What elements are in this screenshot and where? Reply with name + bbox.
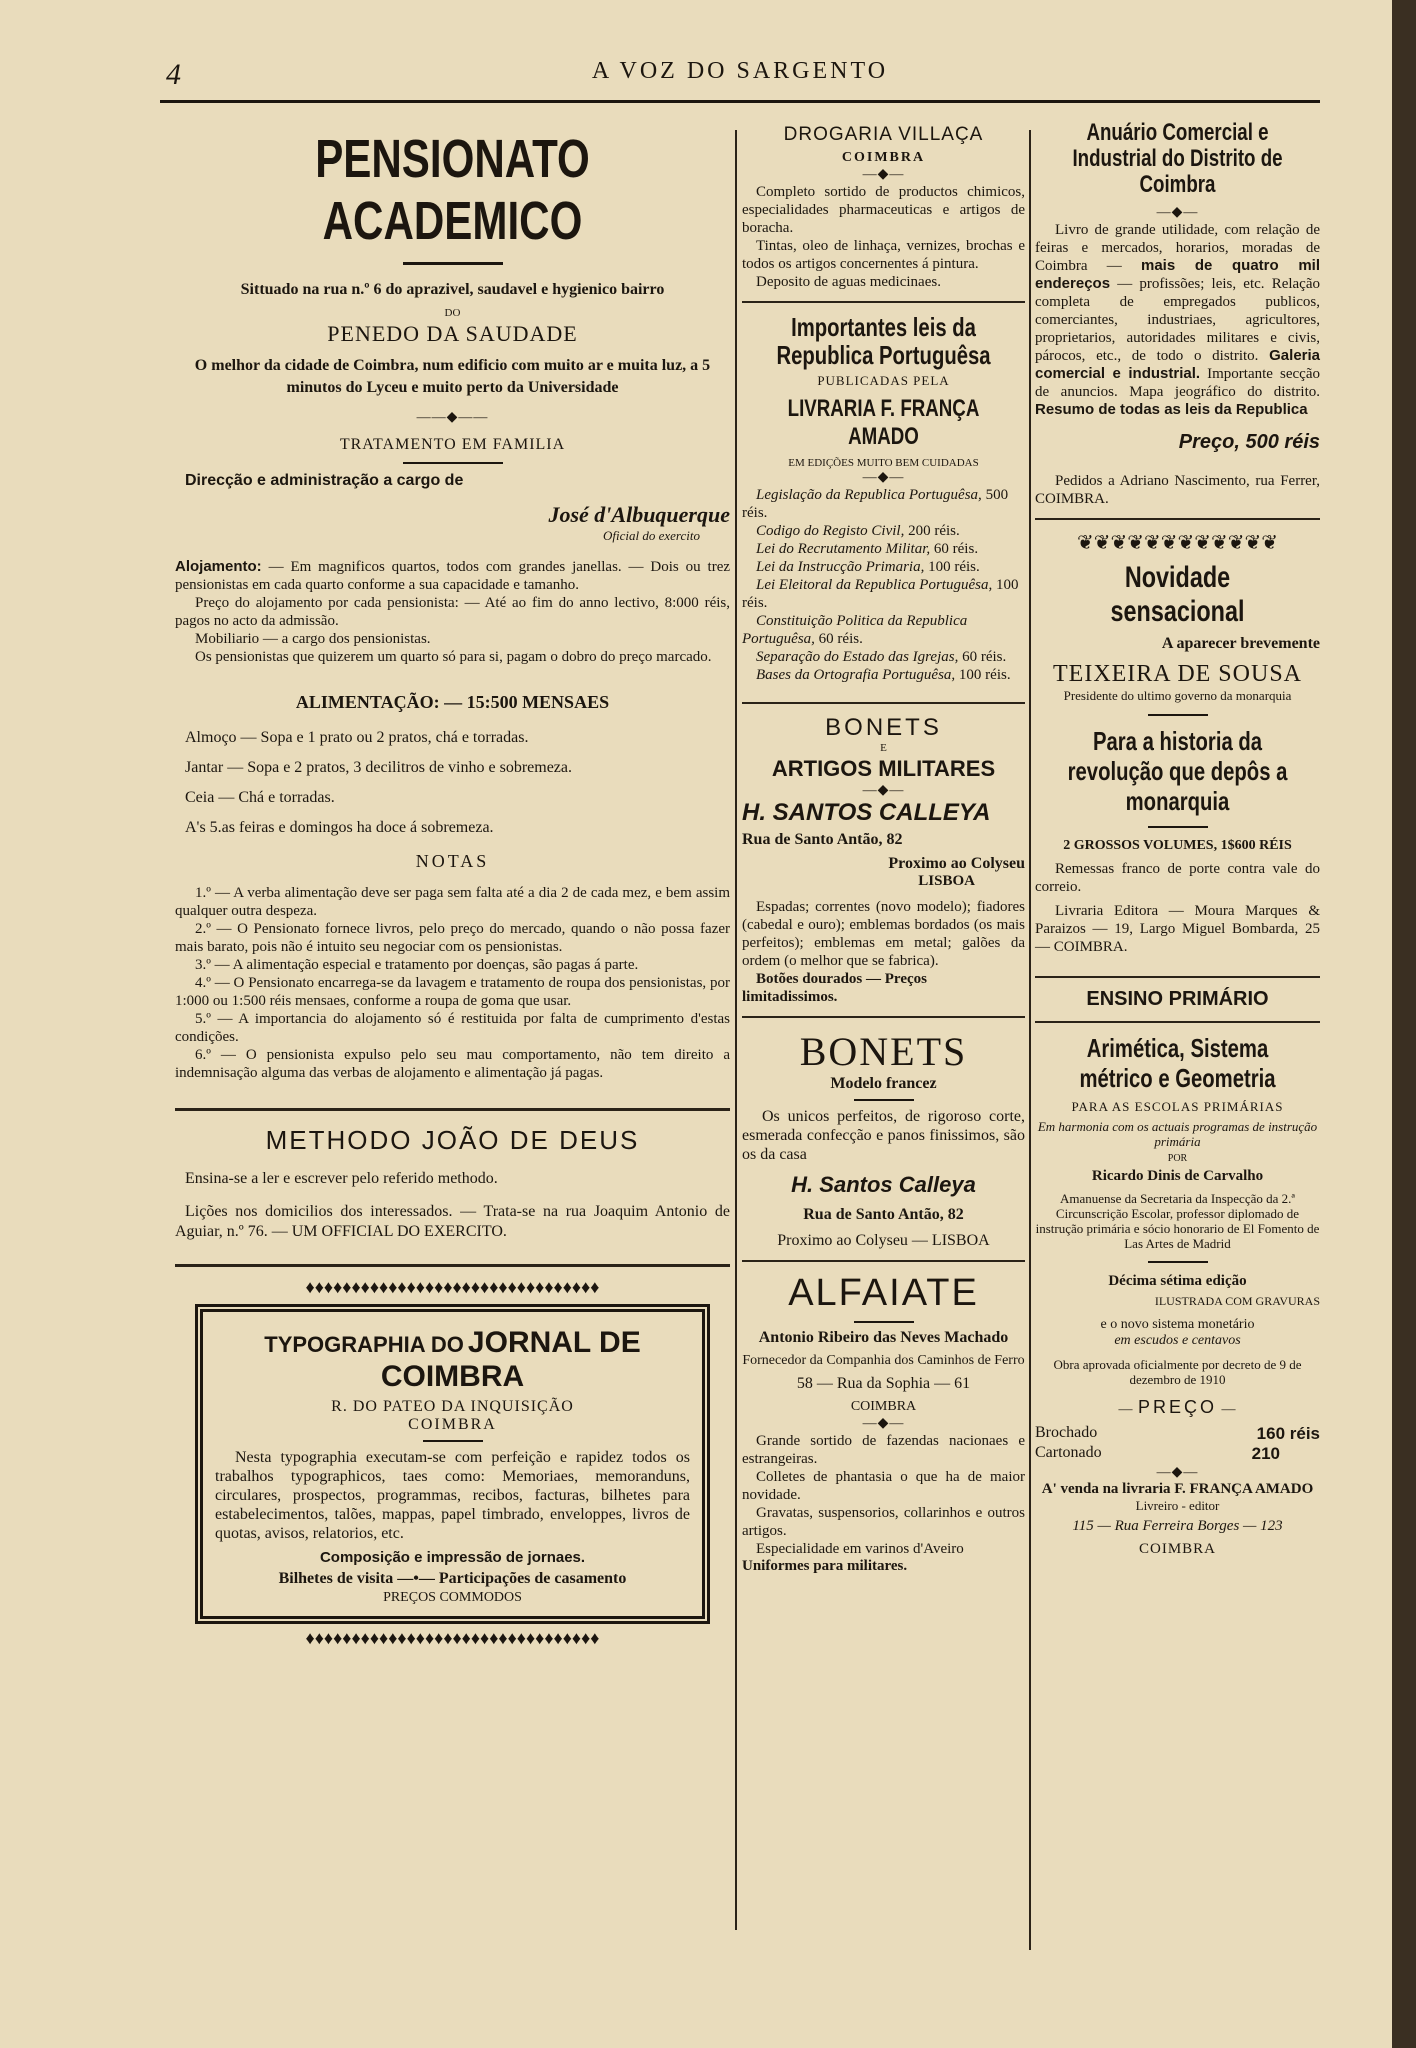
jantar-text: Jantar — Sopa e 2 pratos, 3 decilitros de vinho e sobremeza. (185, 759, 572, 776)
bonets-e: E (880, 742, 887, 754)
column-right (1035, 120, 1320, 1558)
lei-price: 100 réis. (958, 667, 1011, 683)
ornament: — PREÇO — (1118, 1397, 1237, 1417)
lei-title: Lei do Recrutamento Militar, (756, 541, 931, 557)
bilhetes-a: Bilhetes de visita (278, 1570, 394, 1587)
ornament-border: ♦♦♦♦♦♦♦♦♦♦♦♦♦♦♦♦♦♦♦♦♦♦♦♦♦♦♦♦♦♦♦♦ (305, 1277, 600, 1297)
bonets2-modelo: Modelo francez (830, 1075, 937, 1092)
divider (854, 1321, 914, 1323)
page-header (160, 58, 1320, 98)
lei-price: 500 réis. (742, 487, 1009, 521)
pensionato-do: DO (444, 307, 461, 319)
anuario-text-c: — profissões; leis, etc. Relação completa de empregados publicos, comerciantes, industriaes, agricultores, proprietarios, autoridades militares e civis, párocos, etc., de todo o distrito. (1035, 276, 1320, 364)
ensino-cargo: Amanuense da Secretaria da Inspecção da 2.ª Circunscrição Escolar, professor diplomado de instrução primária e sócio honorario de El Fomento de Las Artes de Madrid (1035, 1191, 1320, 1251)
methodo-ad (175, 1125, 730, 1242)
lei-item (742, 612, 1025, 648)
anuario-ad (1035, 120, 1320, 221)
divider (1035, 518, 1320, 520)
ensino-ilustrada: ILUSTRADA COM GRAVURAS (1154, 1294, 1320, 1308)
pensionato-tratamento: TRATAMENTO EM FAMILIA (339, 436, 566, 453)
bonets-botoes: Botões dourados — Preços limitadissimos. (742, 971, 927, 1005)
ensino-ad (1035, 988, 1320, 1418)
ensino-sistema-b: em escudos e centavos (1114, 1333, 1241, 1348)
bonets-address: Rua de Santo Antão, 82 (742, 831, 903, 848)
pensionato-place: PENEDO DA SAUDADE (327, 321, 578, 346)
methodo-line2: Lições nos domicilios dos interessados. — Trata-se na rua Joaquim Antonio de Aguiar, n.º 76. — UM OFFICIAL DO EXERCITO. (175, 1203, 730, 1240)
column-left (175, 120, 730, 1649)
lei-item (742, 522, 1025, 540)
typographia-composicao: Composição e impressão de jornaes. (319, 1549, 586, 1566)
ornament: —◆— (862, 470, 905, 485)
price-row-cartonado (1035, 1444, 1320, 1464)
divider (175, 1108, 730, 1111)
divider (403, 262, 503, 265)
notas-list (175, 884, 730, 1082)
ornament: —◆— (862, 1416, 905, 1431)
ensino-title: ENSINO PRIMÁRIO (1086, 988, 1269, 1010)
cartonado-price: 210 (1251, 1444, 1280, 1463)
nota-item: 1.º — A verba alimentação deve ser paga sem falta até a dia 2 de cada mez, e bem assim qualquer outra despeza. (175, 885, 730, 919)
divider (742, 301, 1025, 303)
divider (175, 1264, 730, 1267)
typographia-title-a: TYPOGRAPHIA DO (264, 1332, 464, 1357)
pensionato-title: PENSIONATO ACADEMICO (315, 129, 590, 251)
leis-livraria: LIVRARIA F. FRANÇA AMADO (787, 395, 980, 450)
novidade-author: TEIXEIRA DE SOUSA (1053, 661, 1302, 687)
bonets2-address: Rua de Santo Antão, 82 (803, 1206, 964, 1223)
lei-title: Bases da Ortografia Portuguêsa, (756, 667, 956, 683)
ornament: ——◆—— (416, 410, 489, 425)
brochado-label: Brochado (1035, 1424, 1098, 1441)
lei-price: 60 réis. (818, 631, 863, 647)
ensino-venda-text: A' venda na livraria F. FRANÇA AMADO (1041, 1481, 1314, 1497)
divider (854, 1099, 914, 1101)
ensino-venda (1035, 1481, 1320, 1558)
alojamento-text: — Em magnificos quartos, todos com grandes janellas. — Dois ou trez pensionistas em cada quarto conforme a sua capacidade e tamanho. (175, 559, 731, 593)
anuario-pedidos: Pedidos a Adriano Nascimento, rua Ferrer, COIMBRA. (1035, 473, 1320, 507)
feiras-text: A's 5.as feiras e domingos ha doce á sobremeza. (185, 819, 494, 836)
divider (1148, 714, 1208, 716)
alojamento-para (175, 558, 730, 594)
leis-edicoes: EM EDIÇÕES MUITO BEM CUIDADAS (788, 457, 979, 469)
lei-title: Legislação da Republica Portuguêsa, (756, 487, 982, 503)
preco-text: Preço do alojamento por cada pensionista: — Até ao fim do anno lectivo, 8:000 réis, pagos no acto da admissão. (175, 595, 730, 629)
ornament-border: ❦❦❦❦❦❦❦❦❦❦❦❦ (1076, 532, 1279, 554)
typographia-text: Nesta typographia executam-se com perfeição e rapidez todos os trabalhos typographicos, taes como: Memoriaes, memoranduns, circulares, prospectos, programmas, recibos, facturas, bilhetes para estabelecimentos, talões, mappas, papel timbrado, enveloppes, livros de quotas, avisos, relatorios, etc. (215, 1449, 690, 1542)
ensino-book: Arimética, Sistema métrico e Geometria (1079, 1033, 1276, 1093)
divider (742, 702, 1025, 704)
anuario-text-d: Galeria comercial e industrial. (1035, 347, 1321, 382)
drogaria-p1: Completo sortido de productos chimicos, especialidades pharmaceuticas e artigos de boracha. (742, 184, 1025, 236)
alfaiate-title: ALFAIATE (788, 1272, 979, 1314)
masthead: A VOZ DO SARGENTO (591, 58, 889, 84)
nota-item: 4.º — O Pensionato encarrega-se da lavagem e tratamento de roupa dos pensionistas, por 1:000 ou 1:500 réis mensaes, conforme a roupa de goma que usar. (175, 975, 730, 1009)
nota-item: 2.º — O Pensionato fornece livros, pelo preço do mercado, quando o não possa fazer mais barato, pois não é intuito seu negociar com os pensionistas. (175, 921, 730, 955)
bonets2-title: BONETS (799, 1029, 968, 1074)
typographia-precos: PREÇOS COMMODOS (383, 1590, 522, 1605)
methodo-title: METHODO JOÃO DE DEUS (265, 1125, 640, 1155)
pensionato-signature-title: Oficial do exercito (603, 528, 700, 543)
brochado-price: 160 réis (1256, 1424, 1320, 1443)
anuario-title: Anuário Comercial e Industrial do Distrito de Coimbra (1072, 119, 1283, 198)
novidade-role: Presidente do ultimo governo da monarquia (1063, 688, 1292, 703)
leis-list (742, 486, 1025, 684)
alfaiate-p1: Grande sortido de fazendas nacionaes e estrangeiras. (742, 1433, 1025, 1467)
page-number: 4 (166, 58, 181, 91)
ensino-livreiro: Livreiro - editor (1135, 1498, 1220, 1513)
bilhetes-b: Participações de casamento (438, 1570, 627, 1587)
bonets-name: H. SANTOS CALLEYA (742, 799, 991, 826)
bonets-city: LISBOA (918, 873, 975, 889)
alimentacao-title: ALIMENTAÇÃO: — 15:500 MENSAES (295, 692, 610, 712)
ensino-por: POR (1167, 1153, 1188, 1164)
novidade-ad (1035, 561, 1320, 854)
pensionato-signature: José d'Albuquerque (548, 502, 730, 527)
divider (423, 1440, 483, 1442)
ensino-harmonia: Em harmonia com os actuais programas de instrução primária (1037, 1119, 1318, 1149)
ornament: —◆— (1156, 205, 1199, 220)
novidade-volumes: 2 GROSSOS VOLUMES, 1$600 RÉIS (1063, 838, 1292, 853)
cartonado-label: Cartonado (1035, 1444, 1102, 1461)
typographia-title (215, 1326, 690, 1394)
drogaria-city: COIMBRA (841, 150, 926, 165)
page-edge (1392, 0, 1416, 2048)
alfaiate-p3: Gravatas, suspensorios, collarinhos e outros artigos. (742, 1505, 1025, 1539)
typographia-box (195, 1304, 710, 1624)
leis-publicadas: PUBLICADAS PELA (817, 373, 950, 388)
lei-item (742, 576, 1025, 612)
nota-item: 5.º — A importancia do alojamento só é restituida por falta de cumprimento d'estas condições. (175, 1011, 730, 1045)
header-rule (160, 100, 1320, 103)
typographia-address: R. DO PATEO DA INQUISIÇÃO (331, 1398, 574, 1415)
alfaiate-city: COIMBRA (850, 1399, 917, 1414)
drogaria-title: DROGARIA VILLAÇA (783, 124, 984, 145)
bonets-subtitle: ARTIGOS MILITARES (771, 756, 996, 781)
nota-item: 3.º — A alimentação especial e tratamento por doenças, são pagas á parte. (195, 957, 639, 973)
column-divider-1 (735, 130, 737, 1930)
ornament: —◆— (1156, 1465, 1199, 1480)
divider (1148, 1261, 1208, 1263)
leis-title: Importantes leis da Republica Portuguêsa (776, 312, 991, 370)
drogaria-ad (742, 124, 1025, 183)
typographia-bilhetes: Bilhetes de visita —•— Participações de casamento (278, 1570, 627, 1587)
anuario-text-b: mais de quatro mil endereços (1035, 257, 1320, 292)
ornament-border: ♦♦♦♦♦♦♦♦♦♦♦♦♦♦♦♦♦♦♦♦♦♦♦♦♦♦♦♦♦♦♦♦ (305, 1628, 600, 1648)
ensino-sistema-a: e o novo sistema monetário (1100, 1317, 1255, 1332)
lei-item (742, 540, 1025, 558)
column-divider-2 (1029, 130, 1031, 1950)
bonets2-name: H. Santos Calleya (791, 1172, 976, 1197)
mobiliario-text: Mobiliario — a cargo dos pensionistas. (195, 631, 431, 647)
alojamento-label: Alojamento: (175, 558, 262, 575)
methodo-line1: Ensina-se a ler e escrever pelo referido methodo. (185, 1170, 498, 1187)
divider (742, 1016, 1025, 1018)
anuario-preco: Preço, 500 réis (1178, 431, 1320, 453)
lei-item (742, 486, 1025, 522)
notas-title: NOTAS (415, 851, 490, 871)
pensionato-desc: O melhor da cidade de Coimbra, num edificio com muito ar e muita luz, a 5 minutos do Lyceu e muito perto da Universidade (194, 357, 711, 396)
ornament: —◆— (862, 783, 905, 798)
novidade-book: Para a historia da revolução que depôs a monarquia (1067, 726, 1288, 816)
lei-price: 100 réis. (742, 577, 1019, 611)
alfaiate-fornecedor: Fornecedor da Companhia dos Caminhos de Ferro (742, 1353, 1025, 1368)
anuario-text-f: Resumo de todas as leis da Republica (1035, 401, 1308, 418)
bonets-proximo: Proximo ao Colyseu (888, 855, 1025, 872)
divider (1148, 826, 1208, 828)
quarto-so-text: Os pensionistas que quizerem um quarto só para si, pagam o dobro do preço marcado. (195, 649, 712, 665)
alfaiate-name: Antonio Ribeiro das Neves Machado (758, 1329, 1009, 1346)
lei-title: Lei da Instrucção Primaria, (756, 559, 925, 575)
lei-title: Constituição Politica da Republica Portuguêsa, (742, 613, 968, 647)
ornament: —◆— (862, 167, 905, 182)
ensino-city: COIMBRA (1138, 1541, 1216, 1557)
bonets2-proximo: Proximo ao Colyseu — LISBOA (777, 1232, 990, 1249)
ensino-edicao: Décima sétima edição (1108, 1273, 1247, 1289)
novidade-aparecer: A aparecer brevemente (1161, 635, 1320, 652)
pensionato-location: Sittuado na rua n.º 6 do aprazivel, saudavel e hygienico bairro (240, 281, 665, 298)
lei-price: 60 réis. (962, 649, 1007, 665)
novidade-livraria: Livraria Editora — Moura Marques & Paraizos — 19, Largo Miguel Bombarda, 25 — COIMBRA. (1035, 903, 1320, 955)
alfaiate-address: 58 — Rua da Sophia — 61 (796, 1375, 971, 1392)
leis-ad (742, 313, 1025, 486)
nota-item: 6.º — O pensionista expulso pelo seu mau comportamento, não tem direito a indemnisação alguma das verbas de alojamento e alimentação já pagas. (175, 1047, 730, 1081)
lei-title: Separação do Estado das Igrejas, (756, 649, 959, 665)
drogaria-p3: Deposito de aguas medicinaes. (756, 274, 941, 290)
lei-title: Lei Eleitoral da Republica Portuguêsa, (756, 577, 993, 593)
column-middle (742, 120, 1025, 1575)
ensino-aprovada: Obra aprovada oficialmente por decreto de 9 de dezembro de 1910 (1053, 1357, 1302, 1387)
lei-title: Codigo do Registo Civil, (756, 523, 905, 539)
anuario-text (1035, 221, 1320, 419)
bonets-ad (742, 714, 1025, 890)
lei-item (742, 666, 1025, 684)
almoco-text: Almoço — Sopa e 1 prato ou 2 pratos, chá e torradas. (185, 729, 529, 746)
ensino-para: PARA AS ESCOLAS PRIMÁRIAS (1071, 1099, 1284, 1114)
lei-price: 200 réis. (908, 523, 960, 539)
ensino-address: 115 — Rua Ferreira Borges — 123 (1072, 1518, 1283, 1534)
novidade-title: Novidade sensacional (1110, 561, 1245, 628)
novidade-remessas: Remessas franco de porte contra vale do correio. (1035, 861, 1320, 895)
lei-item (742, 648, 1025, 666)
alfaiate-p2: Colletes de phantasia o que ha de maior novidade. (742, 1469, 1025, 1503)
divider (1035, 1021, 1320, 1023)
lei-price: 100 réis. (928, 559, 980, 575)
price-row-brochado (1035, 1424, 1320, 1444)
alfaiate-p4: Especialidade em varinos d'Aveiro (756, 1541, 964, 1557)
typographia-city: COIMBRA (408, 1416, 497, 1433)
alfaiate-ad (742, 1272, 1025, 1432)
lei-price: 60 réis. (933, 541, 979, 557)
anuario-text-a: Livro de grande utilidade, com relação de feiras e mercados, horarios, moradas de Coimbra — (1035, 222, 1320, 274)
bonets-title: BONETS (825, 714, 942, 741)
drogaria-p2: Tintas, oleo de linhaça, vernizes, brochas e todos os artigos concernentes á pintura. (742, 238, 1025, 272)
bonets2-text: Os unicos perfeitos, de rigoroso corte, esmerada confecção e panos finissimos, são os da casa (742, 1108, 1025, 1163)
divider (1035, 976, 1320, 978)
anuario-text-e: Importante secção de anuncios. Mapa jeográfico do distrito. (1035, 366, 1320, 400)
divider (403, 462, 503, 464)
pensionato-ad (175, 128, 730, 464)
ensino-preco-title: PREÇO (1137, 1397, 1217, 1417)
bonets-text: Espadas; correntes (novo modelo); fiadores (cabedal e ouro); emblemas bordados (os mais perfeitos); emblemas em metal; galões da ordem (o melhor que se fabrica). (742, 899, 1025, 969)
bonets2-ad (742, 1028, 1025, 1101)
ensino-author: Ricardo Dinis de Carvalho (1091, 1168, 1264, 1184)
lei-item (742, 558, 1025, 576)
typographia-title-b: JORNAL DE COIMBRA (380, 1326, 641, 1393)
alfaiate-p5: Uniformes para militares. (742, 1558, 908, 1574)
pensionato-direccao: Direcção e administração a cargo de (185, 472, 464, 489)
ceia-text: Ceia — Chá e torradas. (185, 789, 335, 806)
divider (742, 1260, 1025, 1262)
